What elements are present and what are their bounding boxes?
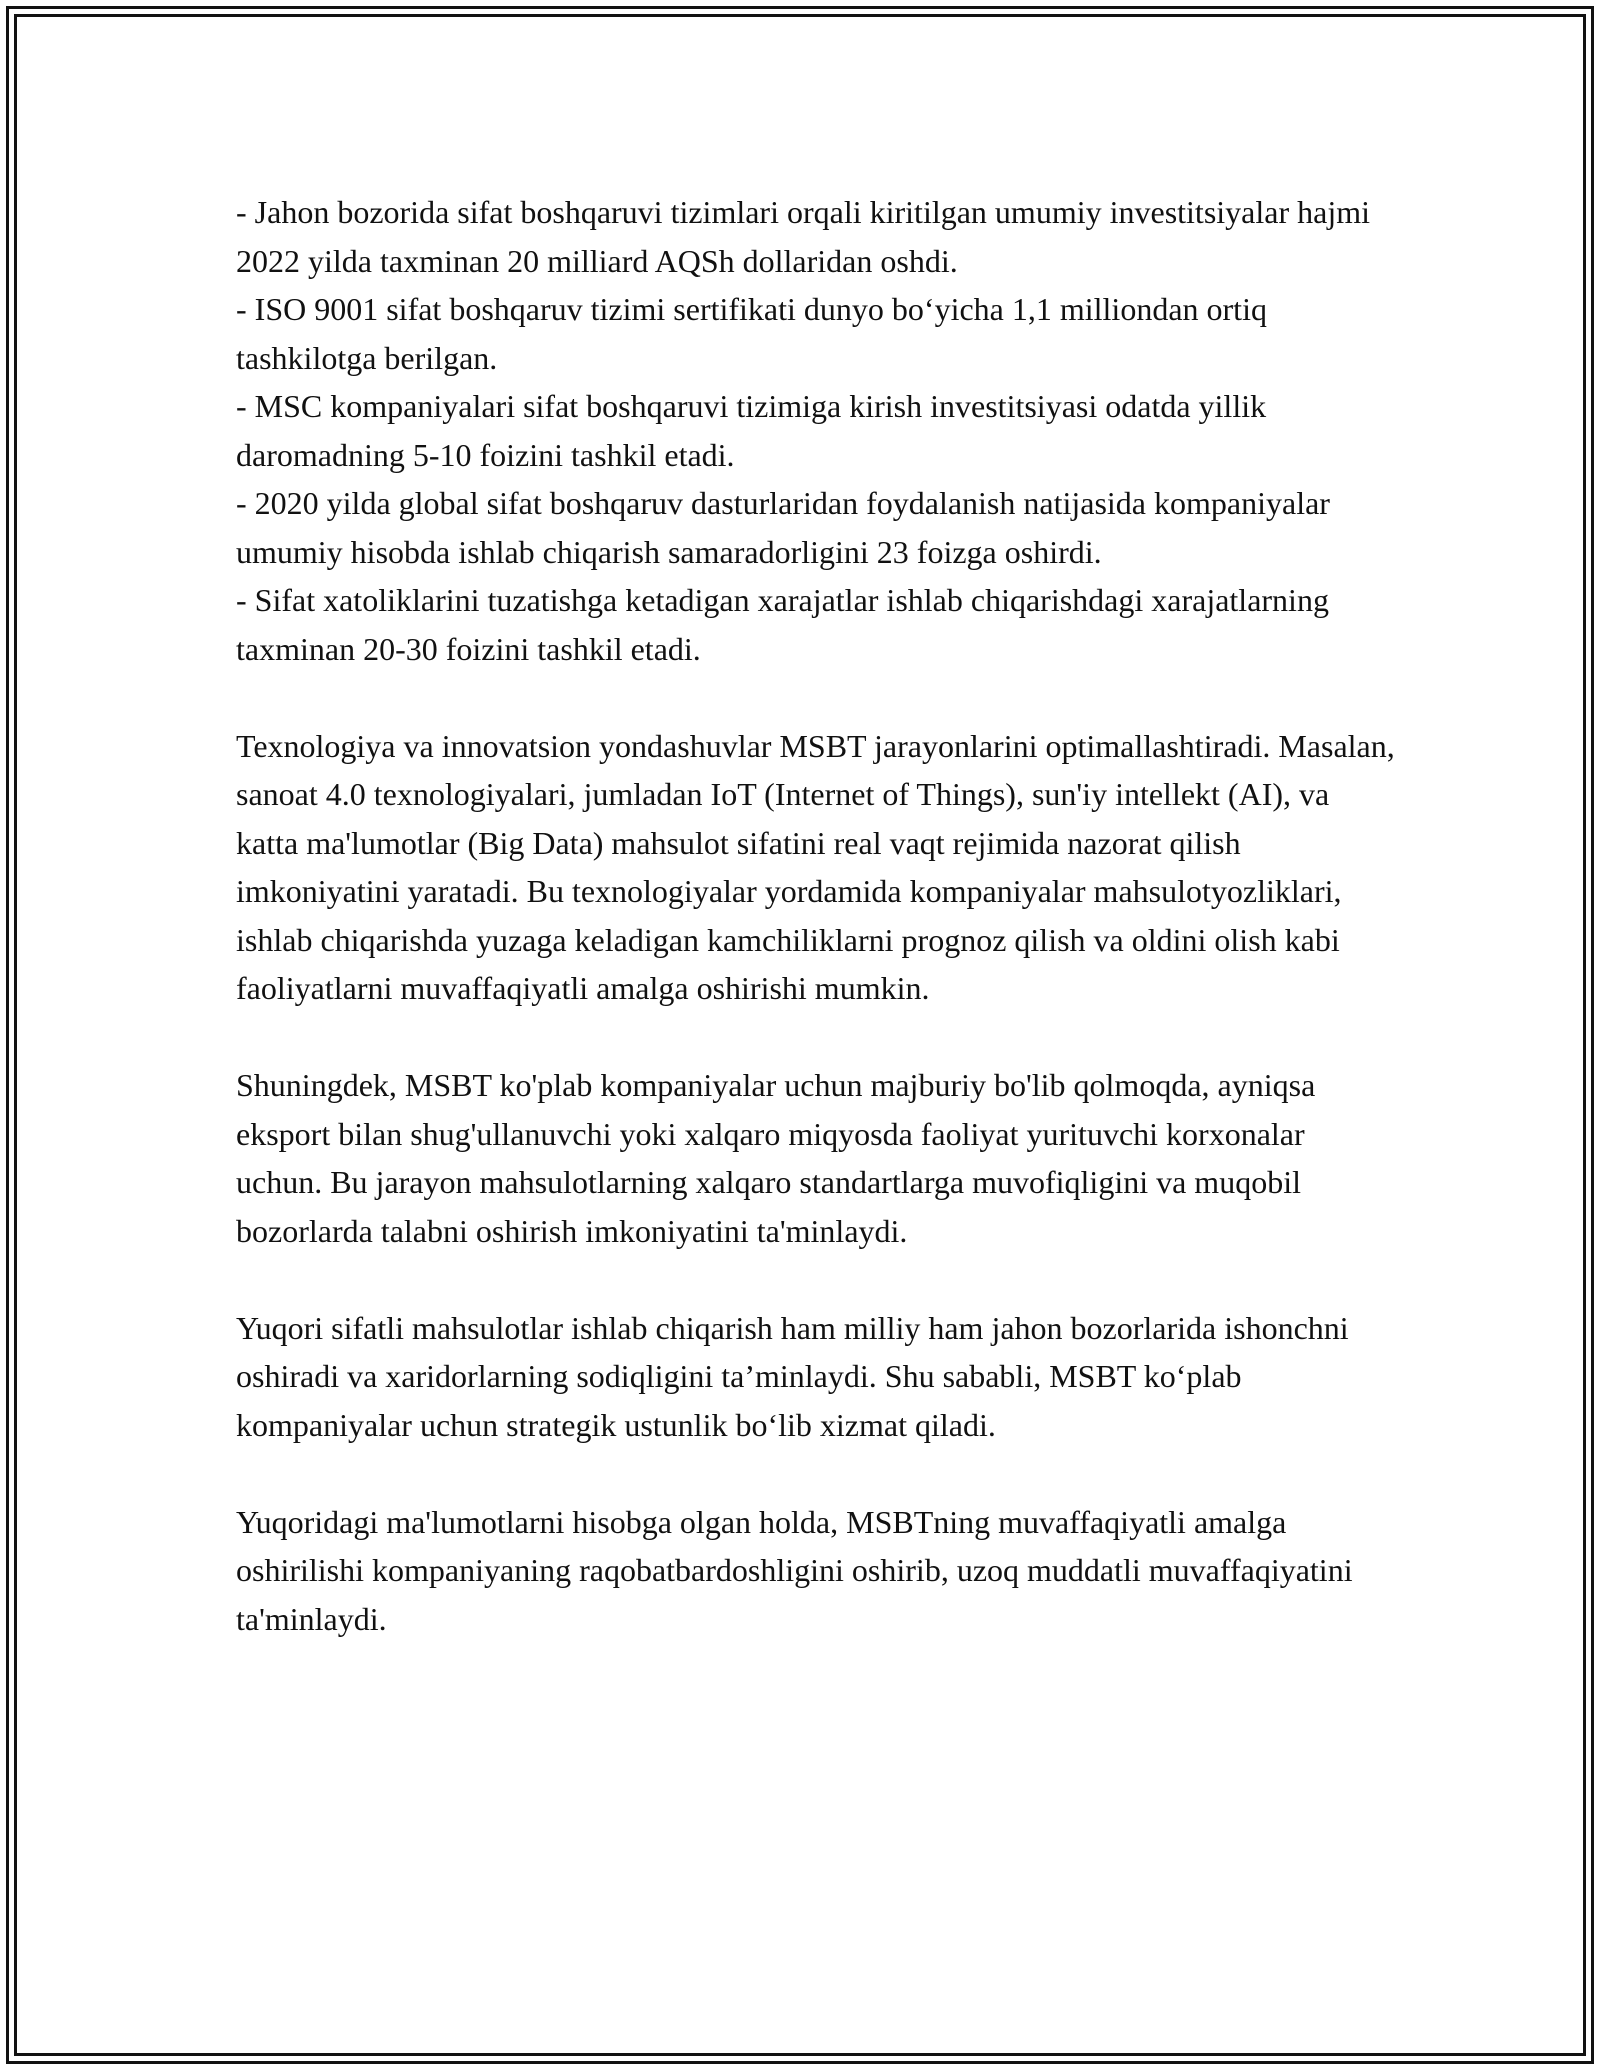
document-body: [236, 188, 1396, 1643]
list-item: - 2020 yilda global sifat boshqaruv dasturlaridan foydalanish natijasida kompaniyalar umumiy hisobda ishlab chiqarish samaradorligini 23 foizga oshirdi.: [236, 485, 1330, 570]
paragraph-quality: Yuqori sifatli mahsulotlar ishlab chiqarish ham milliy ham jahon bozorlarida ishonchni oshiradi va xaridorlarning sodiqligini ta’minlaydi. Shu sababli, MSBT ko‘plab kompaniyalar uchun strategik ustunlik bo‘lib xizmat qiladi.: [236, 1309, 1349, 1443]
list-item: - MSC kompaniyalari sifat boshqaruvi tizimiga kirish investitsiyasi odatda yillik daromadning 5-10 foizini tashkil etadi.: [236, 388, 1267, 473]
list-item: - Jahon bozorida sifat boshqaruvi tizimlari orqali kiritilgan umumiy investitsiyalar hajmi 2022 yilda taxminan 20 milliard AQSh dollaridan oshdi.: [236, 194, 1370, 279]
list-item: - ISO 9001 sifat boshqaruv tizimi sertifikati dunyo bo‘yicha 1,1 milliondan ortiq tashkilotga berilgan.: [236, 291, 1267, 376]
paragraph-technology: Texnologiya va innovatsion yondashuvlar MSBT jarayonlarini optimallashtiradi. Masalan, sanoat 4.0 texnologiyalari, jumladan IoT (Internet of Things), sun'iy intellekt (AI), va katta ma'lumotlar (Big Data) mahsulot sifatini real vaqt rejimida nazorat qilish imkoniyatini yaratadi. Bu texnologiyalar yordamida kompaniyalar mahsulotyozliklari, ishlab chiqarishda yuzaga keladigan kamchiliklarni prognoz qilish va oldini olish kabi faoliyatlarni muvaffaqiyatli amalga oshirishi mumkin.: [236, 727, 1395, 1006]
paragraph-mandatory: Shuningdek, MSBT ko'plab kompaniyalar uchun majburiy bo'lib qolmoqda, ayniqsa eksport bilan shug'ullanuvchi yoki xalqaro miqyosda faoliyat yurituvchi korxonalar uchun. Bu jarayon mahsulotlarning xalqaro standartlarga muvofiqligini va muqobil bozorlarda talabni oshirish imkoniyatini ta'minlaydi.: [236, 1067, 1316, 1249]
paragraph-conclusion: Yuqoridagi ma'lumotlarni hisobga olgan holda, MSBTning muvaffaqiyatli amalga oshirilishi kompaniyaning raqobatbardoshligini oshirib, uzoq muddatli muvaffaqiyatini ta'minlaydi.: [236, 1503, 1353, 1637]
statistics-list: [236, 188, 1396, 673]
list-item: - Sifat xatoliklarini tuzatishga ketadigan xarajatlar ishlab chiqarishdagi xarajatlarning taxminan 20-30 foizini tashkil etadi.: [236, 582, 1329, 667]
